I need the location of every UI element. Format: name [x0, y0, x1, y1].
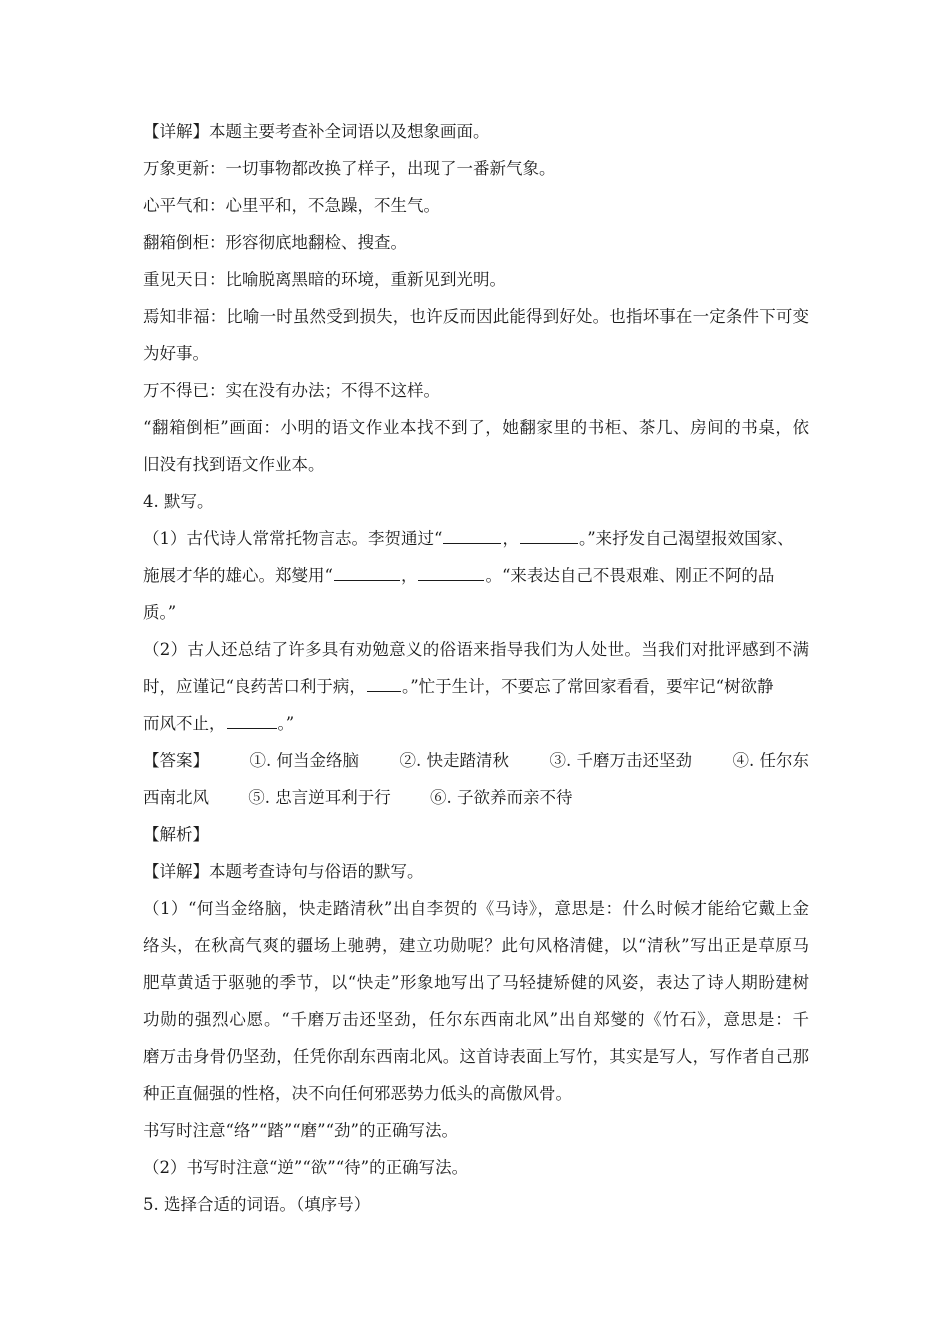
- text-line: 【详解】本题考查诗句与俗语的默写。: [143, 862, 424, 881]
- document-body: [143, 113, 809, 1223]
- text-line: 磨万击身骨仍坚劲，任凭你刮东西南北风。这首诗表面上写竹，其实是写人，写作者自己那: [143, 1047, 809, 1066]
- text-line: 旧没有找到语文作业本。: [143, 455, 325, 474]
- text-segment: ，: [502, 529, 519, 548]
- section-label: 【解析】: [143, 825, 209, 844]
- text-line: 肥草黄适于驱驰的季节，以“快走”形象地写出了马轻捷矫健的风姿，表达了诗人期盼建树: [143, 973, 809, 992]
- text-segment: 。”忙于生计，不要忘了常回家看看，要牢记“树欲静: [401, 677, 774, 696]
- answer-blank: [227, 714, 277, 729]
- text-line: （1）“何当金络脑，快走踏清秋”出自李贺的《马诗》，意思是：什么时候才能给它戴上金: [143, 899, 809, 918]
- answer-item: ②. 快走踏清秋: [399, 751, 509, 770]
- question-line: [143, 557, 809, 594]
- text-segment: 。“来表达自己不畏艰难、刚正不阿的品: [485, 566, 775, 585]
- answer-row: [143, 779, 809, 816]
- answer-blank: [418, 566, 484, 581]
- text-line: “翻箱倒柜”画面：小明的语文作业本找不到了，她翻家里的书柜、茶几、房间的书桌，依: [143, 418, 809, 437]
- text-line: 种正直倔强的性格，决不向任何邪恶势力低头的高傲风骨。: [143, 1084, 572, 1103]
- answer-blank: [443, 529, 501, 544]
- text-line: 为好事。: [143, 344, 209, 363]
- text-line: 功勋的强烈心愿。“千磨万击还坚劲，任尔东西南北风”出自郑燮的《竹石》，意思是：千: [143, 1010, 809, 1029]
- answer-item: ③. 千磨万击还坚劲: [549, 751, 692, 770]
- text-segment: 而风不止，: [143, 714, 226, 733]
- answer-blank: [334, 566, 400, 581]
- text-line: 络头，在秋高气爽的疆场上驰骋，建立功勋呢？此句风格清健，以“清秋”写出正是草原马: [143, 936, 809, 955]
- question-line: [143, 668, 809, 705]
- answer-item: ④. 任尔东: [732, 751, 809, 770]
- text-line: 书写时注意“络”“踏”“磨”“劲”的正确写法。: [143, 1121, 458, 1140]
- answer-blank: [520, 529, 578, 544]
- answer-blank: [367, 677, 401, 692]
- answer-item: ①. 何当金络脑: [249, 751, 359, 770]
- text-line: 质。”: [143, 603, 177, 622]
- text-line: 翻箱倒柜：形容彻底地翻检、搜查。: [143, 233, 407, 252]
- question-line: [143, 520, 809, 557]
- question-line: [143, 705, 809, 742]
- text-line: 万不得已：实在没有办法；不得不这样。: [143, 381, 440, 400]
- text-line: 心平气和：心里平和，不急躁，不生气。: [143, 196, 440, 215]
- question-heading: 5. 选择合适的词语。（填序号）: [143, 1195, 371, 1214]
- answer-row: [143, 742, 809, 779]
- text-segment: 。”: [277, 714, 295, 733]
- answer-item: 西南北风: [143, 788, 209, 807]
- question-heading: 4. 默写。: [143, 492, 214, 511]
- text-segment: 时，应谨记“良药苦口利于病，: [143, 677, 366, 696]
- text-segment: （1）古代诗人常常托物言志。李贺通过“: [143, 529, 443, 548]
- answer-label: 【答案】: [143, 751, 209, 770]
- text-line: 焉知非福：比喻一时虽然受到损失，也许反而因此能得到好处。也指坏事在一定条件下可变: [143, 307, 809, 326]
- text-line: 万象更新：一切事物都改换了样子，出现了一番新气象。: [143, 159, 556, 178]
- text-segment: ，: [400, 566, 418, 585]
- answer-item: ⑤. 忠言逆耳利于行: [248, 788, 391, 807]
- answer-item: ⑥. 子欲养而亲不待: [430, 788, 573, 807]
- text-segment: 。”来抒发自己渴望报效国家、: [578, 529, 794, 548]
- text-line: 【详解】本题主要考查补全词语以及想象画面。: [143, 122, 490, 141]
- text-line: （2）书写时注意“逆”“欲”“待”的正确写法。: [143, 1158, 469, 1177]
- text-segment: 施展才华的雄心。郑燮用“: [143, 566, 333, 585]
- text-line: 重见天日：比喻脱离黑暗的环境，重新见到光明。: [143, 270, 506, 289]
- text-line: （2）古人还总结了许多具有劝勉意义的俗语来指导我们为人处世。当我们对批评感到不满: [143, 640, 809, 659]
